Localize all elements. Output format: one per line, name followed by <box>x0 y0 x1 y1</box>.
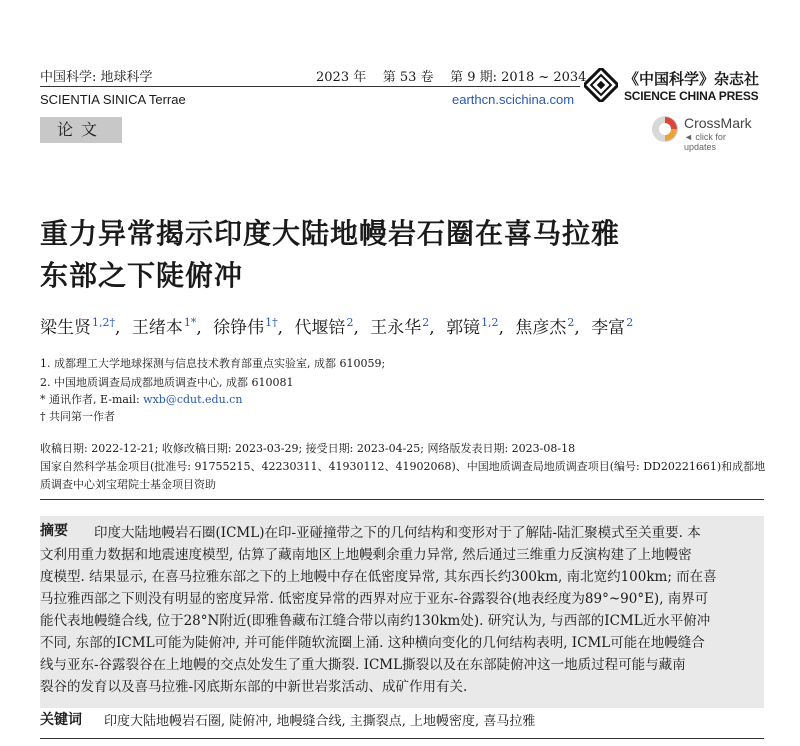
author: 郭镜$^{1,2}$, <box>446 316 504 338</box>
affiliation-2: 2. 中国地质调查局成都地质调查中心, 成都 610081 <box>40 376 294 389</box>
equal-contribution-note: † 共同第一作者 <box>40 410 115 423</box>
journal-name-en: SCIENTIA SINICA Terrae <box>40 92 186 107</box>
paper-title-line-2: 东部之下陡俯冲 <box>40 259 244 292</box>
bottom-rule <box>40 738 764 739</box>
crossmark-sub-label: ◄ click for updates <box>684 132 726 152</box>
author: 焦彦杰$^2$, <box>515 316 580 338</box>
correspondence-note: * 通讯作者, E-mail: wxb@cdut.edu.cn <box>40 393 243 406</box>
funding-line-2: 质调查中心刘宝珺院士基金项目资助 <box>40 478 216 491</box>
abstract-line: 度模型. 结果显示, 在喜马拉雅东部之下的上地幔中存在低密度异常, 其东西长约300km, 南北宽约100km; 而在喜 <box>40 569 717 585</box>
header-rule <box>40 86 580 87</box>
abstract-line: 印度大陆地幔岩石圈(ICML)在印-亚碰撞带之下的几何结构和变形对于了解陆-陆汇聚模式至关重要. 本 <box>94 525 701 541</box>
abstract-label: 摘要 <box>40 523 68 539</box>
email-link[interactable]: wxb@cdut.edu.cn <box>143 393 243 406</box>
abstract-line: 裂谷的发育以及喜马拉雅-冈底斯东部的中新世岩浆活动、成矿作用有关. <box>40 679 468 695</box>
publisher-name-en: SCIENCE CHINA PRESS <box>624 89 759 103</box>
section-rule <box>40 499 764 500</box>
abstract-line: 能代表地幔缝合线, 位于28°N附近(即雅鲁藏布江缝合带以南约130km处). 研究认为, 与西部的ICML近水平俯冲 <box>40 613 711 629</box>
science-china-press-icon <box>584 68 618 102</box>
author: 王绪本$^{1*}$, <box>131 316 202 338</box>
journal-issue-info: 2023 年 第 53 卷 第 9 期: 2018 ~ 2034 <box>316 70 587 85</box>
crossmark-button[interactable] <box>650 112 760 152</box>
publisher-logo <box>584 64 774 108</box>
abstract-line: 不同, 东部的ICML可能为陡俯冲, 并可能伴随软流圈上涌. 这种横向变化的几何结构表明, ICML可能在地幔缝合 <box>40 635 705 651</box>
author: 代堰锫$^2$, <box>294 316 359 338</box>
journal-name-cn: 中国科学: 地球科学 <box>40 70 153 85</box>
abstract-line: 文利用重力数据和地震速度模型, 估算了藏南地区上地幔剩余重力异常, 然后通过三维重力反演构建了上地幔密 <box>40 547 692 563</box>
journal-url-link[interactable]: earthcn.scichina.com <box>452 92 575 107</box>
section-tag: 论文 <box>40 117 122 143</box>
crossmark-label: CrossMark <box>684 115 752 131</box>
abstract-line: 马拉雅西部之下则没有明显的密度异常. 低密度异常的西界对应于亚东-谷露裂谷(地表经度为89°~90°E), 南界可 <box>40 591 709 607</box>
author: 梁生贤$^{1,2\dagger}$, <box>40 316 121 338</box>
publisher-name-cn: 《中国科学》杂志社 <box>624 70 760 88</box>
crossmark-icon <box>650 114 680 144</box>
author-list <box>40 313 639 338</box>
author: 徐铮伟$^{1\dagger}$, <box>213 316 284 338</box>
paper-title-line-1: 重力异常揭示印度大陆地幔岩石圈在喜马拉雅 <box>40 217 621 250</box>
abstract-line: 线与亚东-谷露裂谷在上地幔的交点处发生了重大撕裂. ICML撕裂以及在东部陡俯冲这一地质过程可能与藏南 <box>40 657 686 673</box>
author: 王永华$^2$, <box>370 316 435 338</box>
publication-dates: 收稿日期: 2022-12-21; 收修改稿日期: 2023-03-29; 接受日期: 2023-04-25; 网络版发表日期: 2023-08-18 <box>40 442 576 455</box>
keywords-label: 关键词 <box>40 712 82 728</box>
funding-line-1: 国家自然科学基金项目(批准号: 91755215、42230311、41930112、41902068)、中国地质调查局地质调查项目(编号: DD20221661)和成都地 <box>40 460 766 473</box>
author: 李富$^2$ <box>591 316 634 338</box>
keywords-list: 印度大陆地幔岩石圈, 陡俯冲, 地幔缝合线, 主撕裂点, 上地幔密度, 喜马拉雅 <box>104 714 536 729</box>
affiliation-1: 1. 成都理工大学地球探测与信息技术教育部重点实验室, 成都 610059; <box>40 357 386 370</box>
